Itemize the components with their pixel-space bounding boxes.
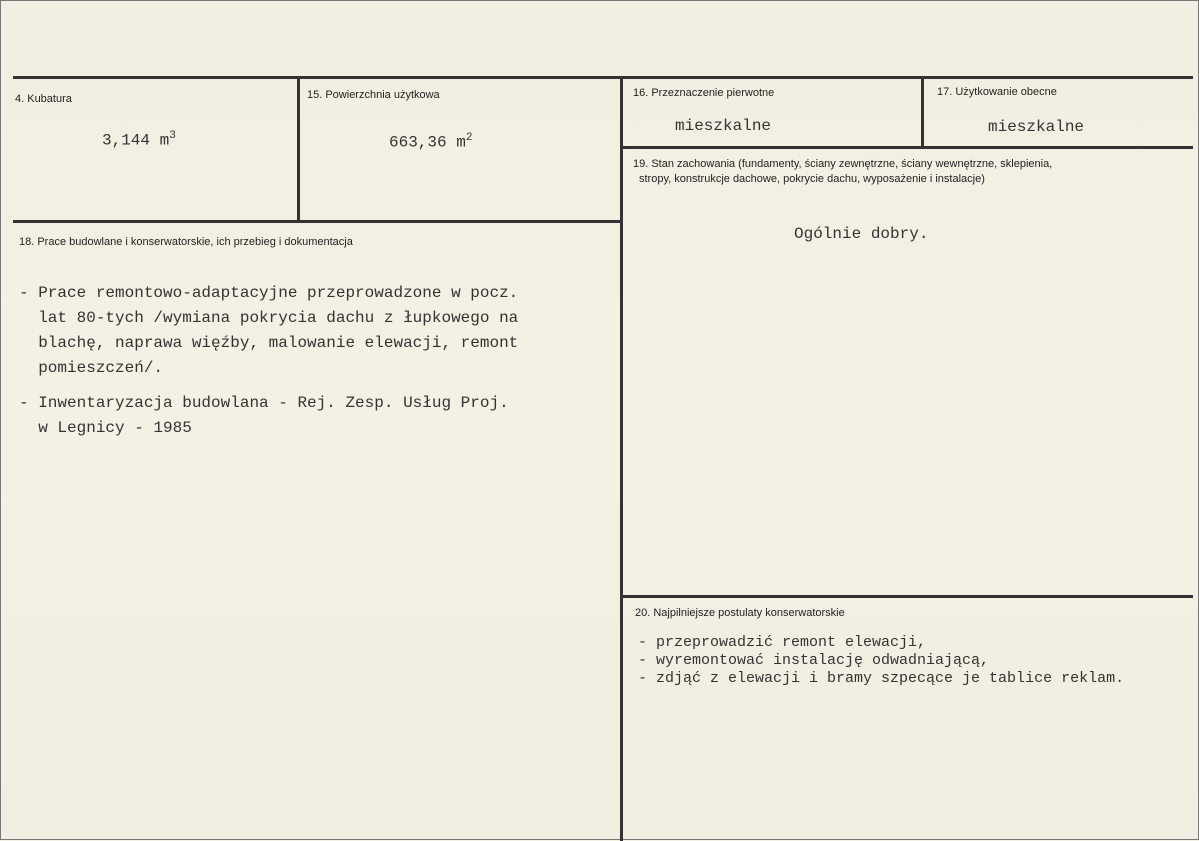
field-18-line-4: pomieszczeń/.	[19, 359, 164, 377]
field-14-value	[102, 130, 176, 149]
field-18-line-5: - Inwentaryzacja budowlana - Rej. Zesp. Usług Proj.	[19, 394, 509, 412]
field-16-label: 16. Przeznaczenie pierwotne	[633, 87, 775, 99]
field-19-label-line-2: stropy, konstrukcje dachowe, pokrycie dachu, wyposażenie i instalacje)	[639, 173, 985, 185]
field-15-value-exponent: 2	[465, 132, 473, 144]
field-15-label: 15. Powierzchnia użytkowa	[307, 89, 440, 101]
field-18-line-6: w Legnicy - 1985	[19, 419, 192, 437]
divider-16-17	[921, 77, 924, 148]
field-15-value-text: 663,36 m	[389, 133, 466, 152]
field-19-label-line-1: 19. Stan zachowania (fundamenty, ściany zewnętrzne, ściany wewnętrzne, sklepienia,	[633, 158, 1053, 170]
top-rule	[13, 76, 1193, 79]
field-19-label	[633, 157, 1193, 187]
field-20-label: 20. Najpilniejsze postulaty konserwatorskie	[635, 607, 845, 619]
field-20-line-3: - zdjąć z elewacji i bramy szpecące je tablice reklam.	[638, 670, 1125, 687]
field-14-value-exponent: 3	[169, 130, 176, 142]
field-18-line-2: lat 80-tych /wymiana pokrycia dachu z łupkowego na	[19, 309, 519, 327]
field-17-label: 17. Użytkowanie obecne	[937, 86, 1057, 98]
divider-14-15	[297, 77, 300, 222]
field-15-value	[389, 132, 472, 151]
field-18-line-3: blachę, naprawa więźby, malowanie elewacji, remont	[19, 334, 519, 352]
field-19-value: Ogólnie dobry.	[794, 225, 929, 243]
main-divider	[620, 77, 623, 841]
row1-rule-left	[13, 220, 621, 223]
field-14-label: 4. Kubatura	[15, 93, 72, 105]
row1-rule-right	[621, 146, 1193, 149]
field-20-line-2: - wyremontować instalację odwadniającą,	[638, 652, 990, 669]
field-14-value-text: 3,144 m	[102, 131, 170, 150]
field-18-text	[19, 281, 518, 441]
field-20-text	[638, 634, 1124, 688]
section20-rule	[621, 595, 1193, 598]
field-18-label: 18. Prace budowlane i konserwatorskie, ich przebieg i dokumentacja	[19, 236, 353, 248]
field-20-line-1: - przeprowadzić remont elewacji,	[638, 634, 927, 651]
field-17-value: mieszkalne	[988, 118, 1085, 136]
field-16-value: mieszkalne	[675, 117, 772, 135]
field-18-line-1: - Prace remontowo-adaptacyjne przeprowadzone w pocz.	[19, 284, 519, 302]
